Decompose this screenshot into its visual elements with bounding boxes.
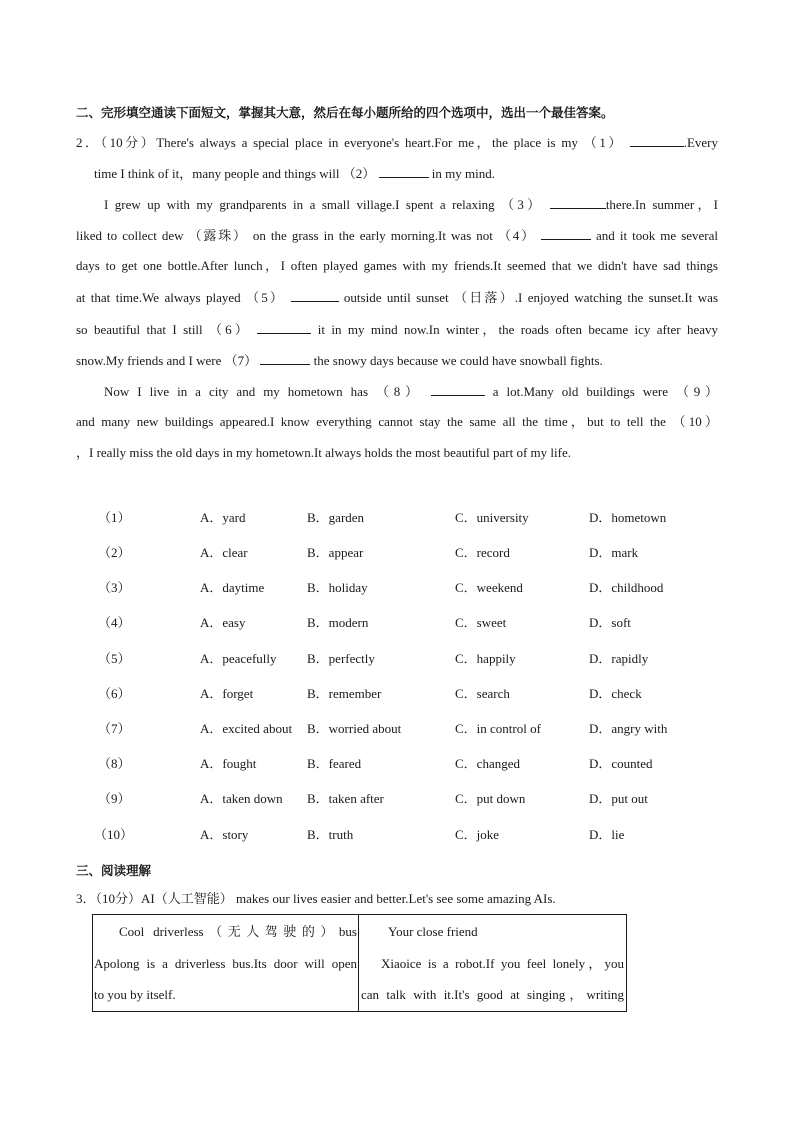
option-row — [0, 756, 794, 772]
option-c[interactable]: C．put down — [455, 791, 526, 806]
option-row — [0, 651, 794, 667]
cell-text: to you by itself. — [94, 987, 176, 1002]
passage-line-5: days to get one bottle.After lunch，I often played games with my friends.It seemed that we didn't have sad things — [76, 258, 718, 273]
option-number: （8） — [98, 756, 131, 771]
option-row — [0, 721, 794, 737]
option-number: （7） — [98, 721, 131, 736]
blank-8 — [431, 383, 485, 396]
option-b[interactable]: B．worried about — [307, 721, 402, 736]
passage-line-3: I grew up with my grandparents in a small village.I spent a relaxing （3） there.In summer，I — [104, 197, 719, 212]
option-c[interactable]: C．weekend — [455, 580, 523, 595]
option-a[interactable]: A．story — [200, 827, 249, 842]
option-d[interactable]: D．lie — [589, 827, 625, 842]
option-number: （4） — [98, 615, 131, 630]
option-row — [0, 510, 794, 526]
blank-2 — [379, 165, 429, 178]
table-cell-right — [359, 915, 627, 1012]
passage-line-4: liked to collect dew （露珠） on the grass in the early morning.It was not （4） and it took me several — [76, 228, 719, 243]
option-b[interactable]: B．garden — [307, 510, 365, 525]
cell-title: Your close friend — [388, 924, 478, 939]
passage-line-2: time I think of it，many people and things will （2） in my mind. — [94, 166, 495, 181]
option-number: （2） — [98, 545, 131, 560]
option-d[interactable]: D．counted — [589, 756, 653, 771]
cell-text: can talk with it.It's good at singing，writing — [361, 987, 624, 1002]
option-a[interactable]: A．clear — [200, 545, 248, 560]
blank-1 — [630, 134, 684, 147]
option-a[interactable]: A．easy — [200, 615, 246, 630]
option-row — [0, 580, 794, 596]
option-b[interactable]: B．truth — [307, 827, 354, 842]
cell-title: Cool driverless（无人驾驶的）bus — [119, 924, 357, 939]
option-number: （10） — [94, 827, 134, 842]
option-c[interactable]: C．sweet — [455, 615, 507, 630]
option-d[interactable]: D．mark — [589, 545, 639, 560]
option-c[interactable]: C．happily — [455, 651, 516, 666]
table-cell-left — [93, 915, 359, 1012]
option-b[interactable]: B．taken after — [307, 791, 384, 806]
option-number: （3） — [98, 580, 131, 595]
option-c[interactable]: C．university — [455, 510, 529, 525]
option-d[interactable]: D．soft — [589, 615, 631, 630]
option-a[interactable]: A．peacefully — [200, 651, 277, 666]
option-a[interactable]: A．forget — [200, 686, 254, 701]
option-a[interactable]: A．excited about — [200, 721, 293, 736]
option-b[interactable]: B．holiday — [307, 580, 368, 595]
passage-line-10: and many new buildings appeared.I know everything cannot stay the same all the time，but to tell the （10） — [76, 414, 718, 429]
option-a[interactable]: A．daytime — [200, 580, 265, 595]
option-d[interactable]: D．rapidly — [589, 651, 649, 666]
option-c[interactable]: C．changed — [455, 756, 520, 771]
option-d[interactable]: D．angry with — [589, 721, 668, 736]
option-b[interactable]: B．remember — [307, 686, 382, 701]
option-b[interactable]: B．appear — [307, 545, 364, 560]
option-b[interactable]: B．feared — [307, 756, 362, 771]
option-d[interactable]: D．childhood — [589, 580, 664, 595]
ai-table — [92, 914, 627, 1012]
question-3-line: 3．（10分）AI（人工智能） makes our lives easier and better.Let's see some amazing AIs. — [76, 891, 556, 906]
cell-text: Apolong is a driverless bus.Its door will open — [94, 956, 357, 971]
blank-7 — [260, 352, 310, 365]
section-3-heading: 三、阅读理解 — [76, 863, 152, 878]
question-number: 2．（10分） — [76, 135, 157, 150]
passage-line-11: ，I really miss the old days in my hometown.It always holds the most beautiful part of my life. — [76, 445, 571, 460]
option-c[interactable]: C．joke — [455, 827, 500, 842]
option-d[interactable]: D．hometown — [589, 510, 667, 525]
table-row — [93, 915, 627, 1012]
blank-4 — [541, 227, 591, 240]
option-row — [0, 615, 794, 631]
section-2-heading: 二、完形填空通读下面短文，掌握其大意，然后在每小题所给的四个选项中，选出一个最佳答案。 — [76, 105, 614, 120]
option-b[interactable]: B．modern — [307, 615, 369, 630]
option-number: （5） — [98, 651, 131, 666]
option-d[interactable]: D．check — [589, 686, 642, 701]
option-a[interactable]: A．fought — [200, 756, 257, 771]
option-row — [0, 545, 794, 561]
option-c[interactable]: C．search — [455, 686, 510, 701]
option-c[interactable]: C．in control of — [455, 721, 541, 736]
option-row — [0, 686, 794, 702]
option-number: （9） — [98, 791, 131, 806]
cell-text: Xiaoice is a robot.If you feel lonely，you — [381, 956, 624, 971]
blank-6 — [257, 321, 311, 334]
passage-line-7: so beautiful that I still （6） it in my mind now.In winter，the roads often became icy after heavy — [76, 322, 718, 337]
option-a[interactable]: A．taken down — [200, 791, 283, 806]
option-c[interactable]: C．record — [455, 545, 510, 560]
passage-line-6: at that time.We always played （5） outside until sunset （日落）.I enjoyed watching the sunset.It was — [76, 290, 719, 305]
option-a[interactable]: A．yard — [200, 510, 246, 525]
blank-5 — [291, 289, 339, 302]
option-number: （1） — [98, 510, 131, 525]
passage-line-1: 2．（10分）There's always a special place in everyone's heart.For me，the place is my （1） .Every — [76, 135, 718, 150]
option-row — [0, 827, 794, 843]
blank-3 — [550, 196, 606, 209]
option-row — [0, 791, 794, 807]
option-number: （6） — [98, 686, 131, 701]
passage-line-8: snow.My friends and I were （7） the snowy days because we could have snowball fights. — [76, 353, 603, 368]
option-d[interactable]: D．put out — [589, 791, 648, 806]
passage-line-9: Now I live in a city and my hometown has （8） a lot.Many old buildings were （9） — [104, 384, 719, 399]
option-b[interactable]: B．perfectly — [307, 651, 375, 666]
